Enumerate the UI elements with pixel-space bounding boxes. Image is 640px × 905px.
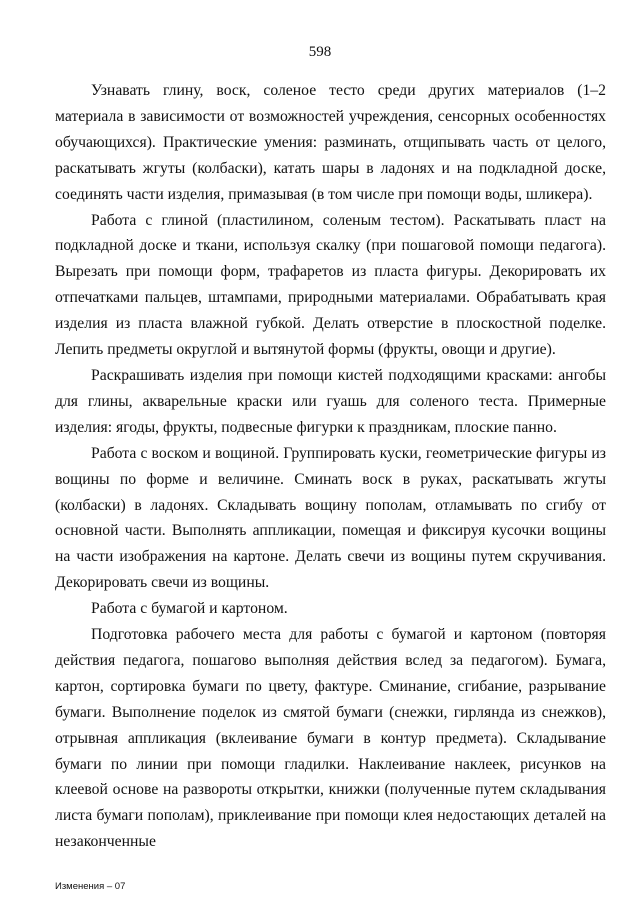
paragraph-work-with-wax: Работа с воском и вощиной. Группировать куски, геометрические фигуры из вощины по форме и величине. Сминать воск в руках, раскатывать жгуты (колбаски) в ладонях. Складывать вощину пополам, отламывать по сгибу от основной части. Выполнять аппликации, помещая и фиксируя кусочки вощины на части изображения на картоне. Делать свечи из вощины путем скручивания. Декорировать свечи из вощины. [55,444,606,592]
body-text [55,78,606,855]
paragraph-work-with-clay: Работа с глиной (пластилином, соленым тестом). Раскатывать пласт на подкладной доске и ткани, используя скалку (при пошаговой помощи педагога). Вырезать при помощи форм, трафаретов из пласта фигуры. Декорировать их отпечатками пальцев, штампами, природными материалами. Обрабатывать края изделия из пласта влажной губкой. Делать отверстие в плоскостной поделке. Лепить предметы округлой и вытянутой формы (фрукты, овощи и другие). [55,211,606,359]
page-number: 598 [308,44,332,60]
paragraph-paper-cardboard: Подготовка рабочего места для работы с бумагой и картоном (повторяя действия педагога, пошагово выполняя действия вслед за педагогом). Бумага, картон, сортировка бумаги по цвету, фактуре. Сминание, сгибание, разрывание бумаги. Выполнение поделок из смятой бумаги (снежки, гирлянда из снежков), отрывная аппликация (вклеивание бумаги в контур предмета). Складывание бумаги по линии при помощи гладилки. Наклеивание наклеек, рисунков на клеевой основе на развороты открытки, книжки (полученные путем складывания листа бумаги пополам), приклеивание при помощи клея недостающих деталей на незаконченные [55,626,606,851]
paragraph-clay-wax-dough: Узнавать глину, воск, соленое тесто среди других материалов (1–2 материала в зависимости от возможностей учреждения, сенсорных особенностях обучающихся). Практические умения: разминать, отщипывать часть от целого, раскатывать жгуты (колбаски), катать шары в ладонях и на подкладной доске, соединять части изделия, примазывая (в том числе при помощи воды, шликера). [55,82,606,203]
paragraph-painting: Раскрашивать изделия при помощи кистей подходящими красками: ангобы для глины, акварельные краски или гуашь для соленого теста. Примерные изделия: ягоды, фрукты, подвесные фигурки к праздникам, плоские панно. [55,366,606,436]
footer-changes: Изменения – 07 [55,881,126,892]
paragraph-paper-heading: Работа с бумагой и картоном. [91,600,288,618]
